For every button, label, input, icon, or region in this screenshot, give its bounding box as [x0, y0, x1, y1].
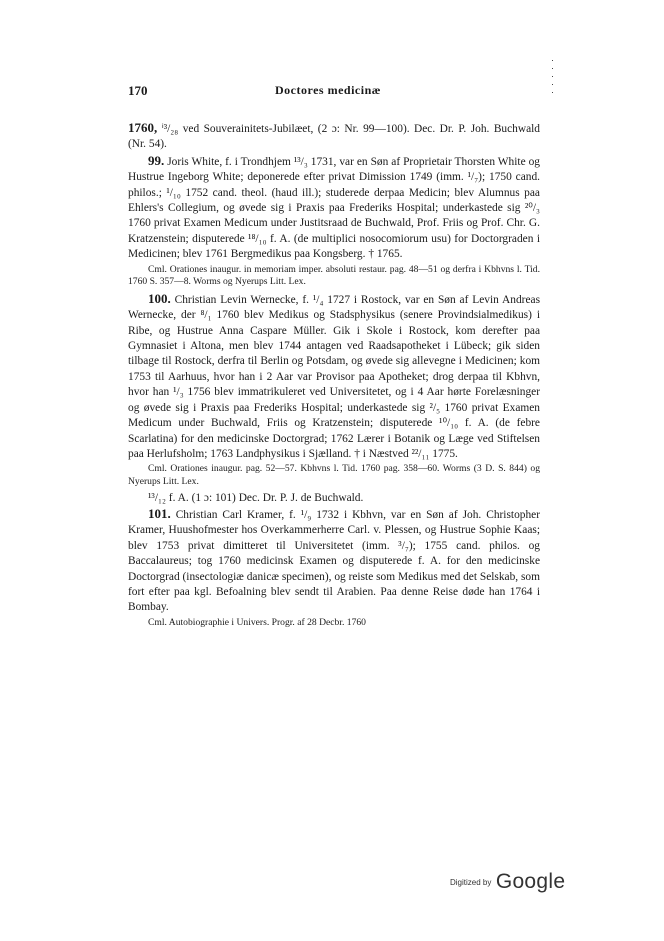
promotion-line — [128, 491, 540, 506]
year-heading: 1760, — [128, 120, 158, 135]
entry-100-reference: Cml. Orationes inaugur. pag. 52—57. Kbhvns l. Tid. 1760 pag. 358—60. Worms (3 D. S. 844) og Nyerups Litt. Lex. — [128, 463, 540, 487]
entry-number: 100. — [148, 290, 171, 306]
entry-100 — [128, 291, 540, 462]
edge-marks — [552, 60, 554, 105]
entry-text: Christian Carl Kramer, f. ¹/₉ 1732 i Kbhvn, var en Søn af Joh. Christopher Kramer, Huushofmester hos Overkammerherre Carl. v. Plessen, og Hustrue Sophie Kaas; blev 1753 privat dimitteret til Universitetet (imm. ³/₇); 1755 cand. philos. og Baccalaureus; tog 1760 medicinsk Examen og disputerede f. A. for den medicinske Doctorgrad (insectologiæ danicæ specimen), og reiste som Medikus med det Selskab, som fort efter paa kgl. Befoalning blev sendt til Arabien. Paa denne Reise døde han 1764 i Bombay. — [128, 508, 540, 614]
google-logo: Google — [495, 870, 566, 893]
entry-text: Christian Levin Wernecke, f. ¹/₄ 1727 i Rostock, var en Søn af Levin Andreas Wernecke, der ⁸/₁ 1760 blev Medikus og Stadsphysikus (senere Provindsialmedikus) i Ribe, og Hustrue Anna Caspare Müller. Gik i Skole i Rostock, kom derefter paa Gymnasiet i Altona, men blev 1744 antagen ved Raadsapotheket i Lübeck; gik siden tilbage til Rostock, derfra til Berlin og Potsdam, og øvede sig allevegne i Medicinen; kom 1753 til Aarhuus, hvor han i 2 Aar var Provisor paa Apotheket; drog derpaa til Kbhvn, hvor han ¹/₃ 1756 blev immatrikuleret ved Universitetet, og i 4 Aar hørte Forelæsninger og øvede sig i Praxis paa Frederiks Hospital; underkastede sig ²/₅ 1760 privat Examen Medicum under Buchwald, Friis og Kratzenstein; disputerede ¹⁰/₁₀ f. A. (de febre Scarlatina) for den medicinske Doctorgrad; 1762 Lærer i Botanik og Læge ved Stiftelsen paa Herlufsholm; 1763 Landphysikus i Sjælland. † i Næstved ²²/₁₁ 1775. — [128, 293, 540, 460]
entry-number: 101. — [148, 505, 171, 521]
entry-101 — [128, 506, 540, 616]
page-number: 170 — [128, 83, 148, 98]
body-text — [128, 120, 540, 631]
entry-number: 99. — [148, 152, 165, 168]
entry-99 — [128, 153, 540, 263]
paragraph-1760 — [128, 120, 540, 153]
paragraph-text: ⁱ³/₂₈ ved Souverainitets-Jubilæet, (2 ɔ: Nr. 99—100). Dec. Dr. P. Joh. Buchwald (Nr. 54). — [128, 123, 540, 151]
digitized-by-label: Digitized by — [450, 878, 492, 887]
entry-101-reference: Cml. Autobiographie i Univers. Progr. af 28 Decbr. 1760 — [148, 616, 366, 628]
google-watermark — [450, 870, 565, 894]
running-title: Doctores medicinæ — [275, 83, 381, 97]
promotion-text: ¹³/₁₂ f. A. (1 ɔ: 101) Dec. Dr. P. J. de Buchwald. — [148, 491, 364, 504]
entry-99-reference: Cml. Orationes inaugur. in memoriam imper. absoluti restaur. pag. 48—51 og derfra i Kbhvns l. Tid. 1760 S. 357—8. Worms og Nyerups Litt. Lex. — [128, 263, 540, 288]
entry-text: Joris White, f. i Trondhjem ¹³/₃ 1731, var en Søn af Proprietair Thorsten White og Hustrue Ingeborg White; deponerede efter privat Dimission 1749 (imm. ¹/₇); 1750 cand. philos.; ¹/₁₀ 1752 cand. theol. (haud ill.); studerede derpaa Medicin; blev Alumnus paa Ehlers's Collegium, og øvede sig i Praxis paa Frederiks Hospital; underkastede sig ²⁰/₃ 1760 privat Examen Medicum under Justitsraad de Buchwald, Prof. Friis og Prof. Chr. G. Kratzenstein; disputerede ¹⁸/₁₀ f. A. (de multiplici nosocomiorum usu) for Doctorgraden i Medicinen; blev 1761 Bergmedikus paa Kongsberg. † 1765. — [128, 155, 540, 261]
